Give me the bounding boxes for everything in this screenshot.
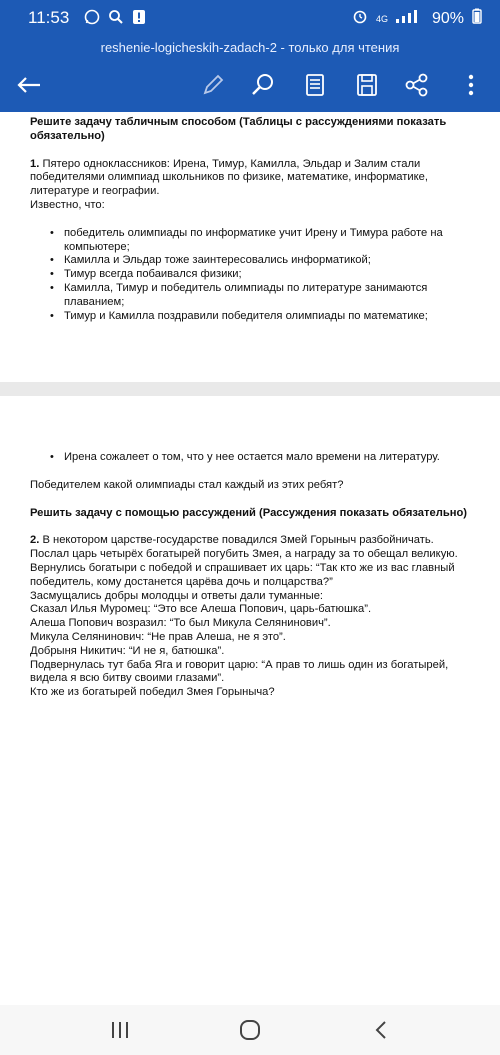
task2-line: Сказал Илья Муромец: “Это все Алеша Попович, царь-батюшка”. xyxy=(30,603,372,616)
conditions-list xyxy=(30,227,476,324)
network-type: 4G xyxy=(375,13,388,24)
alarm-icon xyxy=(352,8,368,29)
search-icon[interactable] xyxy=(248,70,278,100)
home-icon[interactable] xyxy=(238,1019,262,1046)
pencil-icon[interactable] xyxy=(198,70,228,100)
list-item: • Камилла и Эльдар тоже заинтересовались информатикой; xyxy=(30,254,476,268)
task1-heading: Решите задачу табличным способом (Таблицы с рассуждениями показать обязательно) xyxy=(30,116,447,142)
back-arrow-icon[interactable] xyxy=(14,70,44,100)
back-icon[interactable] xyxy=(370,1019,394,1046)
list-item: • победитель олимпиады по информатике учит Ирену и Тимура работе на компьютере; xyxy=(30,227,476,255)
task2-line: Алеша Попович возразил: “То был Микула Селянинович”. xyxy=(30,617,331,630)
list-item: • Тимур и Камилла поздравили победителя олимпиады по математике; xyxy=(30,310,476,324)
toolbar xyxy=(0,66,500,106)
save-icon[interactable] xyxy=(352,70,382,100)
status-bar xyxy=(0,0,500,40)
more-icon[interactable] xyxy=(456,70,486,100)
recent-apps-icon[interactable] xyxy=(108,1019,132,1046)
battery-icon xyxy=(472,8,482,29)
task2-line: Вернулись богатыри с победой и спрашивает их царь: “Так кто же из вас главный победитель, кому достанется царёва дочь и полцарства?” xyxy=(30,561,455,588)
search-notification-icon xyxy=(108,9,124,30)
signal-icon xyxy=(396,9,424,28)
status-time: 11:53 xyxy=(28,8,70,27)
document-page-2 xyxy=(0,396,500,996)
system-nav-bar xyxy=(0,1005,500,1055)
task1-question: Победителем какой олимпиады стал каждый из этих ребят? xyxy=(30,478,344,491)
app-header xyxy=(0,0,500,112)
known-label: Известно, что: xyxy=(30,198,105,211)
list-item: • Ирена сожалеет о том, что у нее остается мало времени на литературу. xyxy=(30,451,476,465)
document-title: reshenie-logicheskih-zadach-2 - только для чтения xyxy=(100,40,400,55)
task2-line: Микула Селянинович: “Не прав Алеша, не я это”. xyxy=(30,630,286,643)
battery-percent: 90% xyxy=(431,9,464,27)
share-icon[interactable] xyxy=(402,70,432,100)
task2-line: Послал царь четырёх богатырей погубить Змея, а награду за то обещал великую. xyxy=(30,548,458,561)
alert-icon xyxy=(132,9,146,30)
whatsapp-icon xyxy=(84,9,100,30)
document-page-1 xyxy=(0,112,500,382)
task2-intro: 2. В некотором царстве-государстве повадился Змей Горыныч разбойничать. xyxy=(30,534,434,547)
task1-paragraph: 1. Пятеро одноклассников: Ирена, Тимур, Камилла, Эльдар и Залим стали победителями олимпиад школьников по физике, математике, информатике, литературе и географии. xyxy=(30,157,428,198)
page-separator xyxy=(0,382,500,396)
list-item: • Тимур всегда побаивался физики; xyxy=(30,268,476,282)
list-view-icon[interactable] xyxy=(300,70,330,100)
list-item: • Камилла, Тимур и победитель олимпиады по литературе занимаются плаванием; xyxy=(30,282,476,310)
task2-question: Кто же из богатырей победил Змея Горыныча? xyxy=(30,686,275,699)
task2-line: Добрыня Никитич: “И не я, батюшка”. xyxy=(30,644,225,657)
conditions-list-cont xyxy=(30,451,476,465)
task2-heading: Решить задачу с помощью рассуждений (Рассуждения показать обязательно) xyxy=(30,506,468,519)
task2-line: Подвернулась тут баба Яга и говорит царю: “А прав то лишь один из богатырей, видела я всю битву своими глазами”. xyxy=(30,658,449,685)
task2-line: Засмущались добры молодцы и ответы дали туманные: xyxy=(30,589,324,602)
